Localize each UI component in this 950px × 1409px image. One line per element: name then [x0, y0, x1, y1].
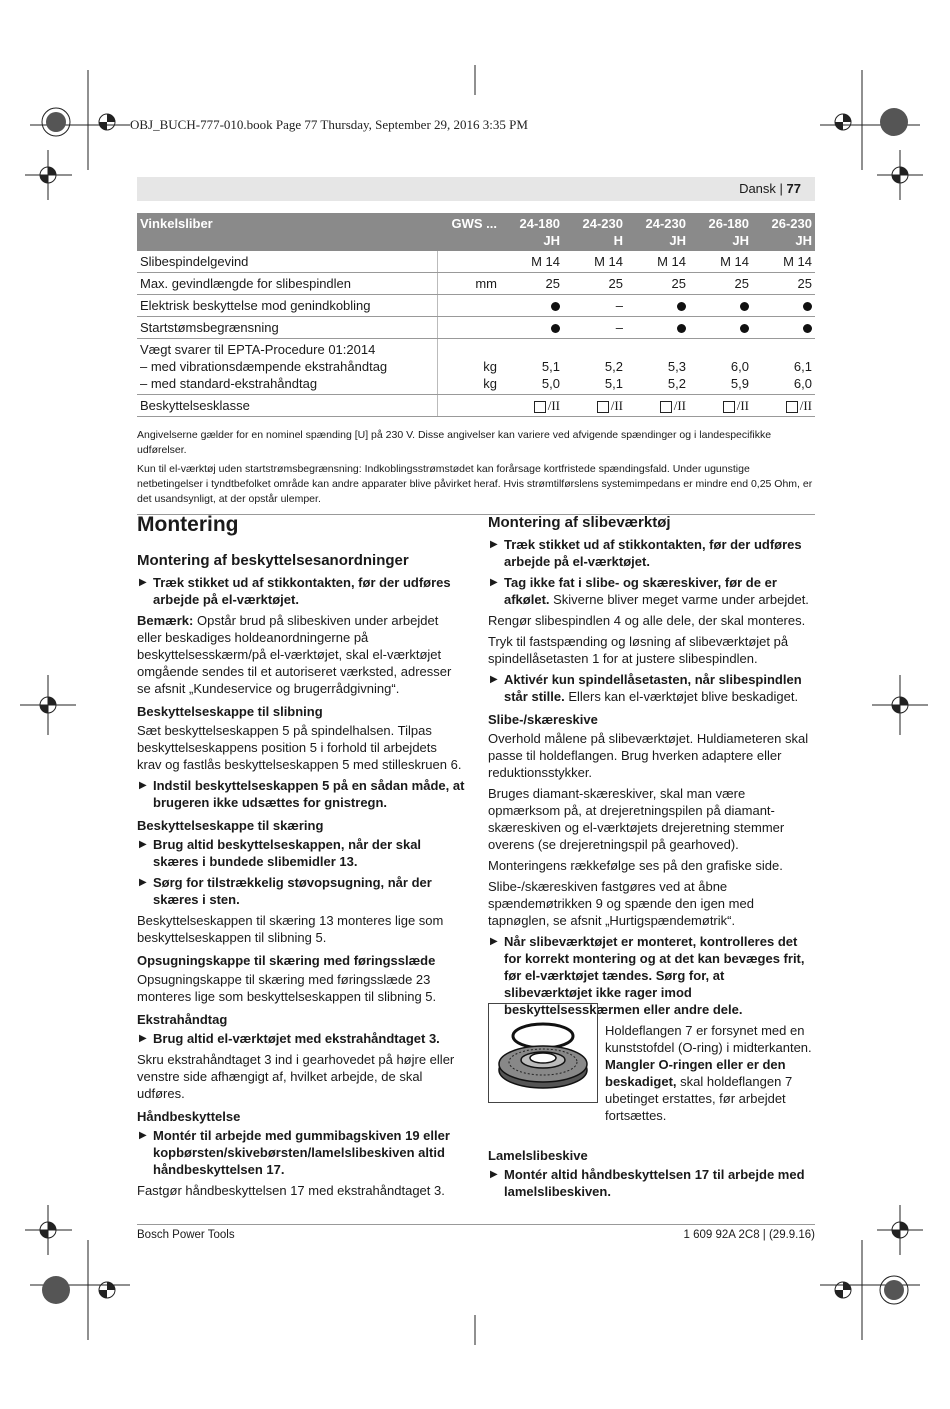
left-column: [137, 513, 465, 1203]
header-model: 24-230 H: [563, 213, 626, 251]
header-product: Vinkelsliber: [137, 213, 437, 251]
warning-item: ▶ Montér til arbejde med gummibagskiven 19 eller kopbørsten/skivebørsten/lamelslibeskiven altid håndbeskyttelsen 17.: [139, 1128, 450, 1177]
cell-value: 25: [626, 273, 689, 295]
triangle-bullet-icon: ▶: [490, 936, 498, 947]
row-label: Elektrisk beskyttelse mod genindkobling: [137, 295, 437, 317]
weight-vib-label: – med vibrationsdæmpende ekstrahåndtag: [140, 359, 388, 374]
note-paragraph: Bemærk: Opstår brud på slibeskiven under arbejdet eller beskadiges holdeanordningerne på beskyttelsesskærm/på el-værktøjet, skal el-værktøjet omgående sendes til et autoriseret værksted, adresser se afsnit „Kundeservice og brugerrådgivning“.: [137, 613, 452, 696]
header-model: 26-230 JH: [752, 213, 815, 251]
footer-publisher: Bosch Power Tools: [137, 1229, 235, 1241]
spec-table: [137, 213, 815, 417]
note-startup-current: Kun til el-værktøj uden startstrømsbegrænsning: Indkoblingsstrømstødet kan forårsage kortfristede spændingsfald. Under ugunstige netbetingelser i tyndtbefolket område kan andre apparater blive påvirket heraf. Hvis strømtilførslens systemimpedans er mindre end 0,25 Ohm, er det usandsynligt, at der opstår ulemper.: [137, 463, 813, 505]
page-header-text: [739, 181, 801, 196]
triangle-bullet-icon: ▶: [139, 839, 147, 850]
paragraph: Skru ekstrahåndtaget 3 ind i gearhovedet på højre eller venstre side afhængigt af, hvilket arbejde, de skal udføres.: [137, 1052, 455, 1101]
warning-item: ▶ Brug altid beskyttelseskappen, når der skal skæres i bundede slibemidler 13.: [139, 837, 422, 869]
table-notes: [137, 428, 815, 515]
heading-extraction-hood: Opsugningskappe til skæring med føringsslæde: [137, 953, 436, 968]
paragraph: Rengør slibespindlen 4 og alle dele, der skal monteres.: [488, 613, 806, 628]
warning-item: ▶ Tag ikke fat i slibe- og skæreskiver, før de er afkølet. Skiverne bliver meget varme under arbejdet.: [490, 575, 809, 607]
flange-paragraph: Holdeflangen 7 er forsynet med en kunststofdel (O-ring) i midterkanten. Mangler O-ringen eller er den beskadiget, skal holdeflangen 7 ubetinget erstattes, før arbejdet fortsættes.: [605, 1023, 812, 1123]
triangle-bullet-icon: ▶: [490, 674, 498, 685]
warning-item: ▶ Indstil beskyttelseskappen 5 på en sådan måde, at brugeren ikke udsættes for gnistregn.: [139, 778, 465, 810]
paragraph: Monteringens rækkefølge ses på den grafiske side.: [488, 858, 783, 873]
page-header: [137, 177, 815, 201]
note-voltage: Angivelserne gælder for en nominel spænding [U] på 230 V. Disse angivelser kan variere ved afvigende spændinger og i landespecifikke udførelser.: [137, 429, 772, 456]
warning-item: ▶ Brug altid el-værktøjet med ekstrahåndtaget 3.: [139, 1031, 440, 1046]
cell-value: [752, 295, 815, 317]
triangle-bullet-icon: ▶: [490, 1169, 498, 1180]
heading-hand-guard: Håndbeskyttelse: [137, 1109, 241, 1124]
feature-present-icon: [740, 302, 749, 311]
heading-flap-disc: Lamelslibeskive: [488, 1148, 588, 1163]
warning-item: ▶ Træk stikket ud af stikkontakten, før der udføres arbejde på el-værktøjet.: [139, 575, 451, 607]
cell-value: 25: [689, 273, 752, 295]
cell-value: [689, 295, 752, 317]
cell-value: 5,3 5,2: [626, 339, 689, 395]
header-gws: GWS ...: [437, 213, 500, 251]
cell-value: 25: [500, 273, 563, 295]
cell-value: 6,0 5,9: [689, 339, 752, 395]
cell-value: M 14: [626, 251, 689, 273]
feature-present-icon: [551, 302, 560, 311]
book-file-info: OBJ_BUCH-777-010.book Page 77 Thursday, September 29, 2016 3:35 PM: [130, 117, 528, 132]
row-unit: [437, 395, 500, 417]
heading-cutting-guard: Beskyttelseskappe til skæring: [137, 818, 324, 833]
cell-value: /II: [689, 395, 752, 417]
table-row: [137, 251, 815, 273]
header-language: Dansk: [739, 181, 776, 196]
row-unit: [437, 317, 500, 339]
cell-value: /II: [626, 395, 689, 417]
cell-value: –: [563, 317, 626, 339]
row-unit: [437, 251, 500, 273]
cell-value: [689, 317, 752, 339]
paragraph: Fastgør håndbeskyttelsen 17 med ekstrahåndtaget 3.: [137, 1183, 445, 1198]
row-label: Beskyttelsesklasse: [137, 395, 437, 417]
cell-value: M 14: [500, 251, 563, 273]
cell-value: 6,1 6,0: [752, 339, 815, 395]
mounting-flange-illustration: [488, 1003, 598, 1103]
protection-class-icon: [534, 401, 546, 413]
header-model: 26-180 JH: [689, 213, 752, 251]
warning-item: ▶ Sørg for tilstrækkelig støvopsugning, når der skæres i sten.: [139, 875, 432, 907]
cell-value: [626, 295, 689, 317]
footer-docnumber: 1 609 92A 2C8 | (29.9.16): [683, 1229, 815, 1241]
cell-value: 25: [563, 273, 626, 295]
table-row: [137, 273, 815, 295]
cell-value: 5,2 5,1: [563, 339, 626, 395]
cell-value: 5,1 5,0: [500, 339, 563, 395]
cell-value: M 14: [563, 251, 626, 273]
subsection-title: Montering af beskyttelsesanordninger: [137, 552, 409, 569]
header-model: 24-230 JH: [626, 213, 689, 251]
feature-present-icon: [677, 302, 686, 311]
triangle-bullet-icon: ▶: [139, 1130, 147, 1141]
protection-class-icon: [723, 401, 735, 413]
row-label: Slibespindelgevind: [137, 251, 437, 273]
table-row: [137, 317, 815, 339]
feature-present-icon: [551, 324, 560, 333]
cell-value: 25: [752, 273, 815, 295]
row-unit: [437, 295, 500, 317]
feature-present-icon: [677, 324, 686, 333]
cell-value: –: [563, 295, 626, 317]
header-model: 24-180 JH: [500, 213, 563, 251]
triangle-bullet-icon: ▶: [139, 1033, 147, 1044]
flange-o-ring-icon: [489, 1004, 597, 1102]
triangle-bullet-icon: ▶: [490, 539, 498, 550]
paragraph: Beskyttelseskappen til skæring 13 monteres lige som beskyttelseskappen til slibning 5.: [137, 913, 444, 945]
warning-item: ▶ Montér altid håndbeskyttelsen 17 til arbejde med lamelslibeskiven.: [490, 1167, 805, 1199]
row-label: Max. gevindlængde for slibespindlen: [137, 273, 437, 295]
paragraph: Tryk til fastspænding og løsning af slibeværktøjet på spindellåsetasten 1 for at justere slibespindlen.: [488, 634, 789, 666]
weight-label: Vægt svarer til EPTA-Procedure 01:2014: [140, 342, 376, 357]
triangle-bullet-icon: ▶: [490, 577, 498, 588]
page-footer: [137, 1224, 815, 1241]
cell-value: M 14: [689, 251, 752, 273]
table-row: [137, 395, 815, 417]
weight-std-label: – med standard-ekstrahåndtag: [140, 376, 318, 391]
triangle-bullet-icon: ▶: [139, 577, 147, 588]
paragraph: Overhold målene på slibeværktøjet. Huldiameteren skal passe til holdeflangen. Brug hverken adaptere eller reduktionsstykker.: [488, 731, 809, 780]
heading-grinding-disc: Slibe-/skæreskive: [488, 712, 598, 727]
cell-value: [500, 317, 563, 339]
protection-class-icon: [786, 401, 798, 413]
page-number: 77: [786, 181, 801, 196]
table-row: [137, 295, 815, 317]
cell-value: [626, 317, 689, 339]
row-label: Startstømsbegrænsning: [137, 317, 437, 339]
cell-value: [752, 317, 815, 339]
row-label: [137, 339, 437, 395]
protection-class-icon: [597, 401, 609, 413]
heading-grinding-guard: Beskyttelseskappe til slibning: [137, 704, 323, 719]
right-column-bottom: [488, 1147, 816, 1204]
feature-present-icon: [803, 324, 812, 333]
cell-value: [500, 295, 563, 317]
paragraph: Sæt beskyttelseskappen 5 på spindelhalsen. Tilpas beskyttelseskappens position 5 i forhold til arbejdets krav og fastlås beskyttelseskappen 5 med stilleskruen 6.: [137, 723, 462, 772]
row-unit: kg kg: [437, 339, 500, 395]
subsection-title: Montering af slibeværktøj: [488, 514, 671, 531]
row-unit: mm: [437, 273, 500, 295]
triangle-bullet-icon: ▶: [139, 877, 147, 888]
cell-value: /II: [500, 395, 563, 417]
warning-item: ▶ Aktivér kun spindellåsetasten, når slibespindlen står stille. Ellers kan el-værktøjet blive beskadiget.: [490, 672, 802, 704]
protection-class-icon: [660, 401, 672, 413]
feature-present-icon: [803, 302, 812, 311]
warning-item: ▶ Når slibeværktøjet er monteret, kontrolleres det for korrekt montering og at det kan bevæges frit, før el-værktøjet tændes. Sørg for, at slibeværktøjet ikke rager imod beskyttelsesskærmen eller andre dele.: [490, 934, 805, 1017]
warning-item: ▶ Træk stikket ud af stikkontakten, før der udføres arbejde på el-værktøjet.: [490, 537, 802, 569]
paragraph: Slibe-/skæreskiven fastgøres ved at åbne spændemøtrikken 9 og spænde den igen med tapnøglen, se afsnit „Hurtigspændemøtrik“.: [488, 879, 754, 928]
table-row: [137, 339, 815, 395]
cell-value: M 14: [752, 251, 815, 273]
triangle-bullet-icon: ▶: [139, 780, 147, 791]
feature-present-icon: [740, 324, 749, 333]
paragraph: Opsugningskappe til skæring med føringsslæde 23 monteres lige som beskyttelseskappen til slibning 5.: [137, 972, 437, 1004]
heading-auxiliary-handle: Ekstrahåndtag: [137, 1012, 228, 1027]
paragraph: Bruges diamant-skæreskiver, skal man være opmærksom på, at drejeretningspilen på diamant-skæreskiven og el-værktøjets drejeretning stemmer overens (se drejeretningspil på gearhoved).: [488, 786, 785, 852]
cell-value: /II: [752, 395, 815, 417]
section-title: Montering: [137, 513, 239, 536]
cell-value: /II: [563, 395, 626, 417]
header-separator: |: [775, 181, 787, 196]
spec-table-header: [137, 213, 815, 251]
